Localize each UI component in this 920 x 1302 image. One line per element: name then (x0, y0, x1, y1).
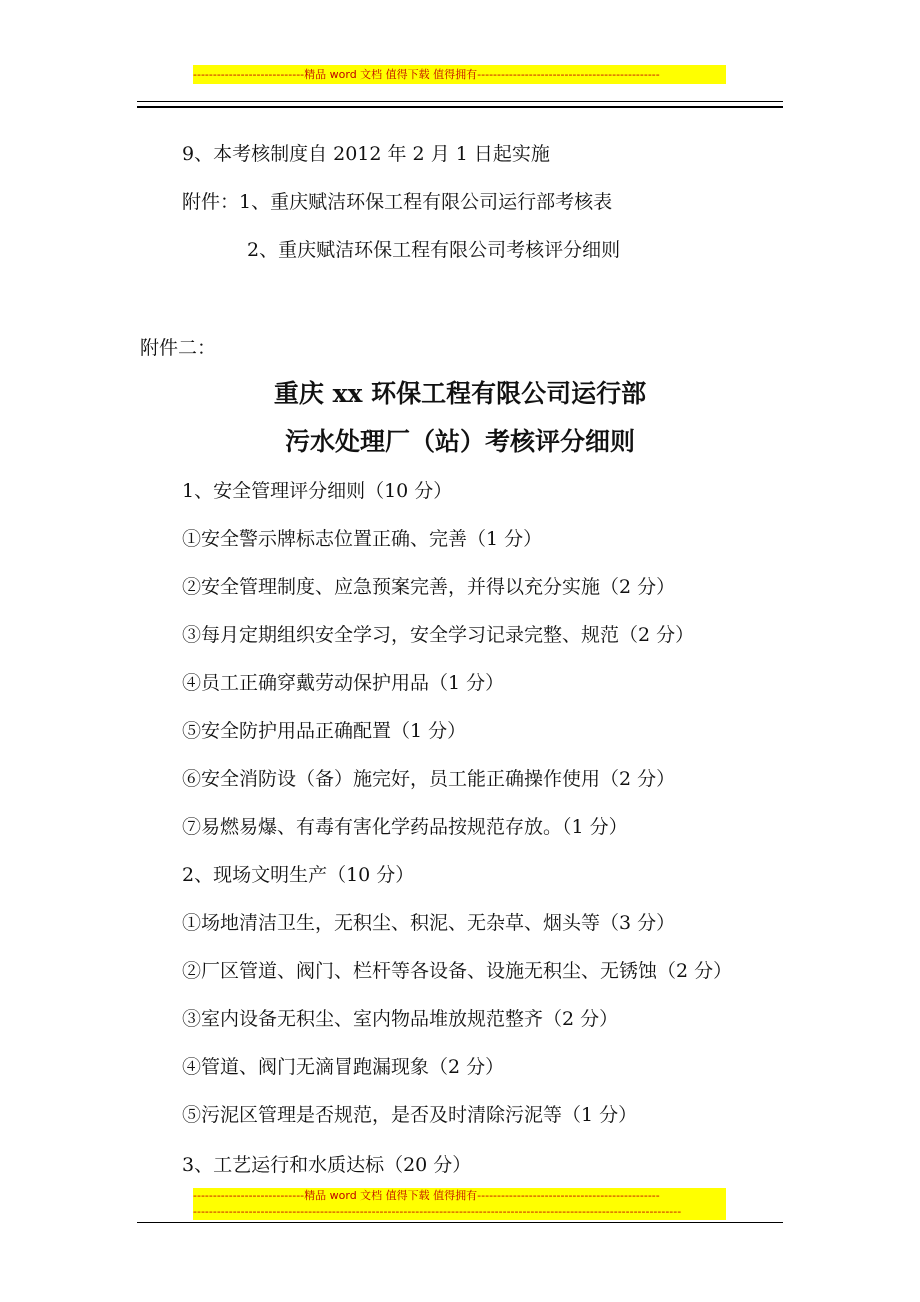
appendix-label: 附件二： (140, 337, 217, 359)
list-item: ⑥安全消防设（备）施完好，员工能正确操作使用（2 分） (182, 768, 676, 790)
attachment-list-item-2: 2、重庆赋洁环保工程有限公司考核评分细则 (247, 239, 621, 261)
list-item: ②安全管理制度、应急预案完善，并得以充分实施（2 分） (182, 576, 676, 598)
effective-date-clause: 9、本考核制度自 2012 年 2 月 1 日起实施 (182, 143, 550, 165)
section-heading: 3、工艺运行和水质达标（20 分） (182, 1154, 472, 1176)
attachment-list-item-1: 附件：1、重庆赋洁环保工程有限公司运行部考核表 (182, 191, 613, 213)
list-item: ③每月定期组织安全学习，安全学习记录完整、规范（2 分） (182, 624, 695, 646)
section-heading: 2、现场文明生产（10 分） (182, 864, 415, 886)
footer-banner (193, 1188, 726, 1220)
section-heading: 1、安全管理评分细则（10 分） (182, 480, 453, 502)
list-item: ⑤污泥区管理是否规范，是否及时清除污泥等（1 分） (182, 1104, 638, 1126)
header-rule-thick (137, 106, 783, 108)
footer-banner-line-1: ----------------------------精品 word 文档 值得下载 值得拥有---------------------------------------------- (193, 1189, 660, 1202)
header-banner: ----------------------------精品 word 文档 值得下载 值得拥有---------------------------------------------- (193, 65, 726, 84)
list-item: ③室内设备无积尘、室内物品堆放规范整齐（2 分） (182, 1008, 619, 1030)
footer-rule (137, 1222, 783, 1223)
list-item: ⑤安全防护用品正确配置（1 分） (182, 720, 467, 742)
list-item: ①安全警示牌标志位置正确、完善（1 分） (182, 528, 543, 550)
footer-banner-line-2: --------------------------------------------------------------------------------------------------------------------------- (193, 1205, 682, 1218)
list-item: ②厂区管道、阀门、栏杆等各设备、设施无积尘、无锈蚀（2 分） (182, 960, 733, 982)
list-item: ①场地清洁卫生，无积尘、积泥、无杂草、烟头等（3 分） (182, 912, 676, 934)
list-item: ④员工正确穿戴劳动保护用品（1 分） (182, 672, 505, 694)
document-title-line-2: 污水处理厂（站）考核评分细则 (284, 427, 635, 456)
list-item: ④管道、阀门无滴冒跑漏现象（2 分） (182, 1056, 505, 1078)
document-title-line-1: 重庆 xx 环保工程有限公司运行部 (273, 379, 647, 408)
list-item: ⑦易燃易爆、有毒有害化学药品按规范存放。（1 分） (182, 816, 628, 838)
header-rule-thin (137, 101, 783, 102)
